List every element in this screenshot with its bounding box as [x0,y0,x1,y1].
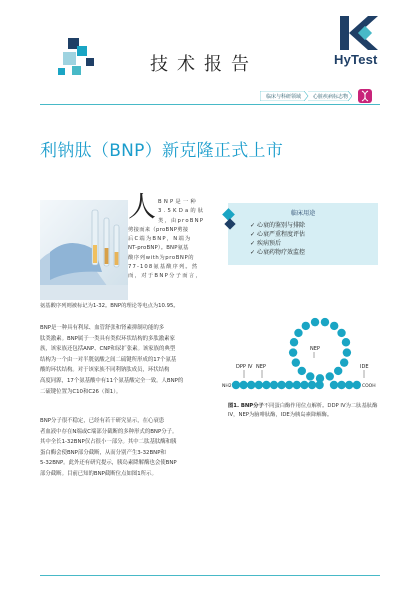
label-nep-top: NEP [310,346,320,352]
label-nep-left: NEP [256,364,266,370]
amino-acid-bead [292,358,300,366]
amino-acid-bead [277,381,285,389]
clinical-use-item: ✓ 心衰的鉴别与排除 [250,222,305,229]
amino-acid-bead [294,329,302,337]
amino-acid-bead [232,381,240,389]
clinical-use-item: ✓ 疾病预后 [250,240,281,247]
amino-acid-bead [289,348,297,356]
drop-cap: 人 [128,190,157,223]
caption-text: 不同蛋白酶作用位点解析。DDP IV为二肽基肽酶 [263,403,378,409]
amino-acid-bead [306,372,314,380]
amino-acid-bead [290,338,298,346]
paragraph-line: 部分截断。目前已知的BNP截断位点如图1所示。 [40,470,157,477]
lab-photo [40,200,128,300]
amino-acid-bead [330,322,338,330]
amino-acid-bead [337,381,345,389]
paragraph-line: 族，该家族还包括ANP、CNP和尿扩张素。该家族的典型 [40,346,176,353]
intro-line: 后C端为BNP，N端为 [128,236,192,243]
amino-acid-bead [334,367,342,375]
amino-acid-bead [311,318,319,326]
caption-bold: 图1. BNP分子 [228,403,264,409]
intro-line: 77-108氨基酸序列。然 [128,264,199,271]
clinical-use-item-text: 心衰的鉴别与排除 [256,222,305,229]
amino-acid-bead [262,381,270,389]
paragraph-line: 5-32BNP。此外还有研究提示，胰岛素降解酶也会使BNP [40,460,177,467]
box-corner-decor [220,208,240,230]
amino-acid-bead [321,318,329,326]
bottom-rule [40,575,380,576]
amino-acid-bead [353,381,361,389]
intro-line: 3.5KDa的肽 [158,208,206,215]
amino-acid-bead [337,329,345,337]
intro-line: 酸序列with为proBNP的 [128,254,195,261]
intro-text [128,198,213,282]
paragraph-line: 其中全长1-32BNP仅占很小一部分。其中二肽基肽酶和胰 [40,439,177,446]
nav-tag-cardiac: 心脏疾病标志物 [313,94,349,100]
intro-line: 剪接而来（proBNP剪接 [128,226,189,233]
intro-line: 而，对于BNP分子而言， [128,273,203,280]
report-title: 技术报告 [150,54,258,75]
clinical-use-item-text: 心衰药物疗效监控 [256,249,305,256]
caption-line-2: IV，NEP为脑啡肽酶，IDE为胰岛素降解酶。 [228,412,333,418]
brand-name: HyTest [334,52,378,67]
amino-acid-bead [293,381,301,389]
dna-icon [357,88,373,104]
clinical-use-item-text: 疾病预后 [256,240,281,247]
amino-acid-bead [340,358,348,366]
amino-acid-bead [308,381,316,389]
label-nh2: NH2 [222,384,232,389]
amino-acid-bead [247,381,255,389]
label-cooh: COOH [362,384,376,389]
headline: 利钠肽（BNP）新克隆正式上市 [40,141,284,161]
figure-caption [228,402,380,420]
decor-square [72,66,81,75]
clinical-use-item-text: 心衰严重程度评估 [256,231,305,238]
paragraph-line: 高度同源，17个氨基酸中有11个氨基酸完全一致。人BNP的 [40,377,184,384]
hytest-logo-icon [338,14,378,52]
nav-tag-clinical: 临床与科研领域 [266,94,302,100]
bead-chain [232,318,361,389]
top-rule [40,104,380,105]
clinical-use-item: ✓ 心衰严重程度评估 [250,231,305,238]
amino-acid-bead [239,381,247,389]
amino-acid-bead [345,381,353,389]
amino-acid-bead [316,374,324,382]
clinical-use-title: 临床用途 [290,210,316,217]
bnp-structure-figure [222,290,382,400]
paragraph-2 [40,416,220,480]
amino-acid-bead [300,381,308,389]
intro-line: 类，由proBNP [158,217,205,224]
paragraph-1 [40,323,220,397]
paragraph-line: BNP是一种具有利尿、血管舒张和肾素抑制功能的多 [40,325,165,331]
label-ide: IDE [360,364,369,370]
amino-acid-bead [285,381,293,389]
intro-line: NT-proBNP）。BNP氨基 [128,245,189,252]
amino-acid-bead [343,348,351,356]
paragraph-line: 肽类激素。BNP属于一类具有类似环状结构的多肽激素家 [40,335,175,342]
amino-acid-bead [298,367,306,375]
paragraph-line: 二硫键位置为C10和C26（图1）。 [40,388,122,395]
intro-line: BNP是一种 [158,199,198,205]
paragraph-line: 者血液中存在N端或C端部分截断的多种形式的BNP分子。 [40,428,178,435]
amino-acid-bead [302,322,310,330]
intro-full-line: 氨基酸序列则被标记为1-32。BNP的理论等电点为10.95。 [40,303,179,309]
paragraph-line: BNP分子很不稳定，已经有若干研究显示，在心衰患 [40,418,165,424]
decor-square [77,46,87,56]
amino-acid-bead [270,381,278,389]
paragraph-line: 酸的环状结构。对于该家族不同利钠肽成员，环状结构 [40,367,170,374]
paragraph-line: 结构为一个由一对半胱氨酸之间二硫键所形成的17个氨基 [40,356,177,363]
decor-square [63,52,76,65]
label-dpp-iv: DPP IV [236,364,253,370]
amino-acid-bead [255,381,263,389]
amino-acid-bead [342,338,350,346]
paragraph-line: 蛋白酶会使BNP部分截断，从而分别产生3-32BNP和 [40,449,166,456]
amino-acid-bead [326,372,334,380]
amino-acid-bead [330,381,338,389]
decor-square [86,58,94,66]
clinical-use-box [228,203,378,265]
decor-square [58,68,65,75]
clinical-use-item: ✓ 心衰药物疗效监控 [250,249,305,256]
